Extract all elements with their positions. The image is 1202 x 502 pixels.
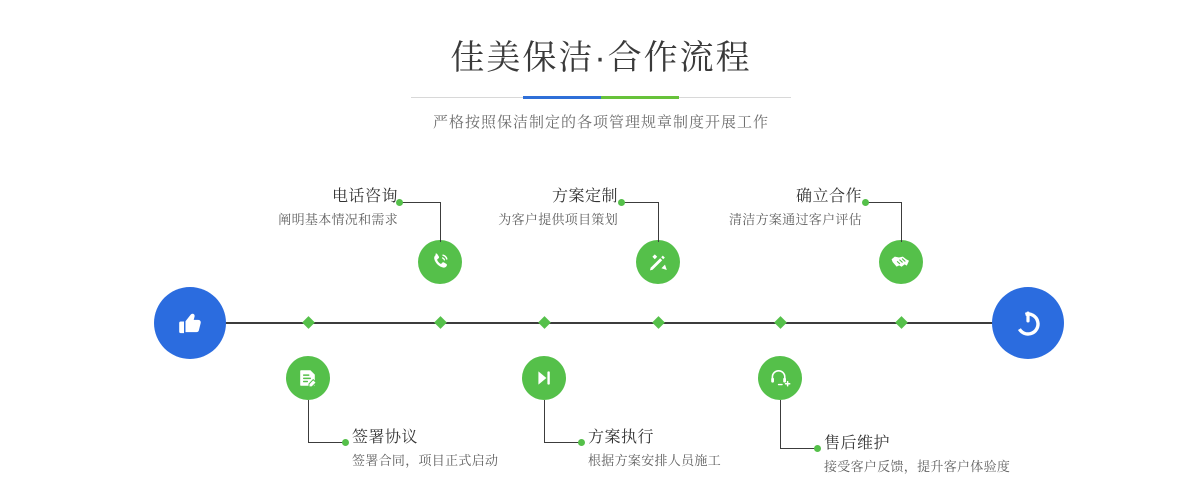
page-title: 佳美保洁·合作流程	[450, 39, 752, 77]
connector-step-5-horizontal	[866, 202, 901, 203]
node-step-3[interactable]	[636, 240, 680, 284]
power-icon	[1010, 305, 1046, 341]
connector-endpoint-step-5	[862, 199, 869, 206]
label-step-3-title: 方案定制	[551, 188, 618, 205]
connector-step-6-horizontal	[780, 448, 816, 449]
diagram-header	[0, 36, 1202, 132]
pencil-ruler-icon	[646, 250, 670, 274]
divider-accent-green	[601, 96, 679, 99]
connector-step-3-horizontal	[622, 202, 658, 203]
connector-endpoint-step-4	[578, 439, 585, 446]
page-subtitle: 严格按照保洁制定的各项管理规章制度开展工作	[432, 114, 769, 131]
connector-step-2-vertical	[308, 400, 309, 442]
connector-endpoint-step-2	[342, 439, 349, 446]
axis-dot-step-5	[895, 316, 908, 329]
label-step-1-title: 电话咨询	[331, 188, 398, 205]
node-step-2[interactable]	[286, 356, 330, 400]
label-step-1	[252, 186, 398, 230]
node-step-1[interactable]	[418, 240, 462, 284]
node-step-6[interactable]	[758, 356, 802, 400]
timeline-start-badge	[154, 287, 226, 359]
connector-step-4-horizontal	[544, 442, 580, 443]
connector-step-4-vertical	[544, 400, 545, 442]
label-step-3-desc: 为客户提供项目策划	[498, 212, 618, 227]
label-step-1-desc: 阐明基本情况和需求	[278, 212, 398, 227]
label-step-4	[588, 427, 721, 471]
axis-dot-step-1	[434, 316, 447, 329]
node-step-4[interactable]	[522, 356, 566, 400]
label-step-6-desc: 接受客户反馈，提升客户体验度	[824, 459, 1011, 474]
node-step-5[interactable]	[879, 240, 923, 284]
thumbs-up-icon	[172, 305, 208, 341]
customer-support-icon	[768, 366, 792, 390]
axis-dot-step-3	[652, 316, 665, 329]
play-forward-icon	[532, 366, 556, 390]
connector-endpoint-step-3	[618, 199, 625, 206]
label-step-6	[824, 433, 1010, 477]
document-edit-icon	[296, 366, 320, 390]
connector-endpoint-step-6	[814, 445, 821, 452]
label-step-5-title: 确立合作	[795, 188, 862, 205]
phone-call-icon	[428, 250, 452, 274]
connector-step-2-horizontal	[308, 442, 344, 443]
connector-step-3-vertical	[658, 202, 659, 242]
divider-accent-blue	[523, 96, 601, 99]
axis-dot-step-6	[774, 316, 787, 329]
label-step-2	[352, 427, 498, 471]
title-divider	[411, 96, 791, 99]
axis-dot-step-2	[302, 316, 315, 329]
connector-step-1-horizontal	[400, 202, 440, 203]
label-step-4-title: 方案执行	[588, 429, 655, 446]
label-step-2-title: 签署协议	[352, 429, 419, 446]
label-step-4-desc: 根据方案安排人员施工	[588, 453, 722, 468]
label-step-2-desc: 签署合同，项目正式启动	[352, 453, 499, 468]
connector-step-5-vertical	[901, 202, 902, 242]
label-step-5-desc: 清洁方案通过客户评估	[728, 212, 862, 227]
handshake-icon	[889, 250, 913, 274]
connector-step-6-vertical	[780, 400, 781, 448]
connector-step-1-vertical	[440, 202, 441, 242]
label-step-6-title: 售后维护	[824, 435, 891, 452]
label-step-3	[456, 186, 618, 230]
timeline-end-badge	[992, 287, 1064, 359]
label-step-5	[700, 186, 862, 230]
axis-dot-step-4	[538, 316, 551, 329]
